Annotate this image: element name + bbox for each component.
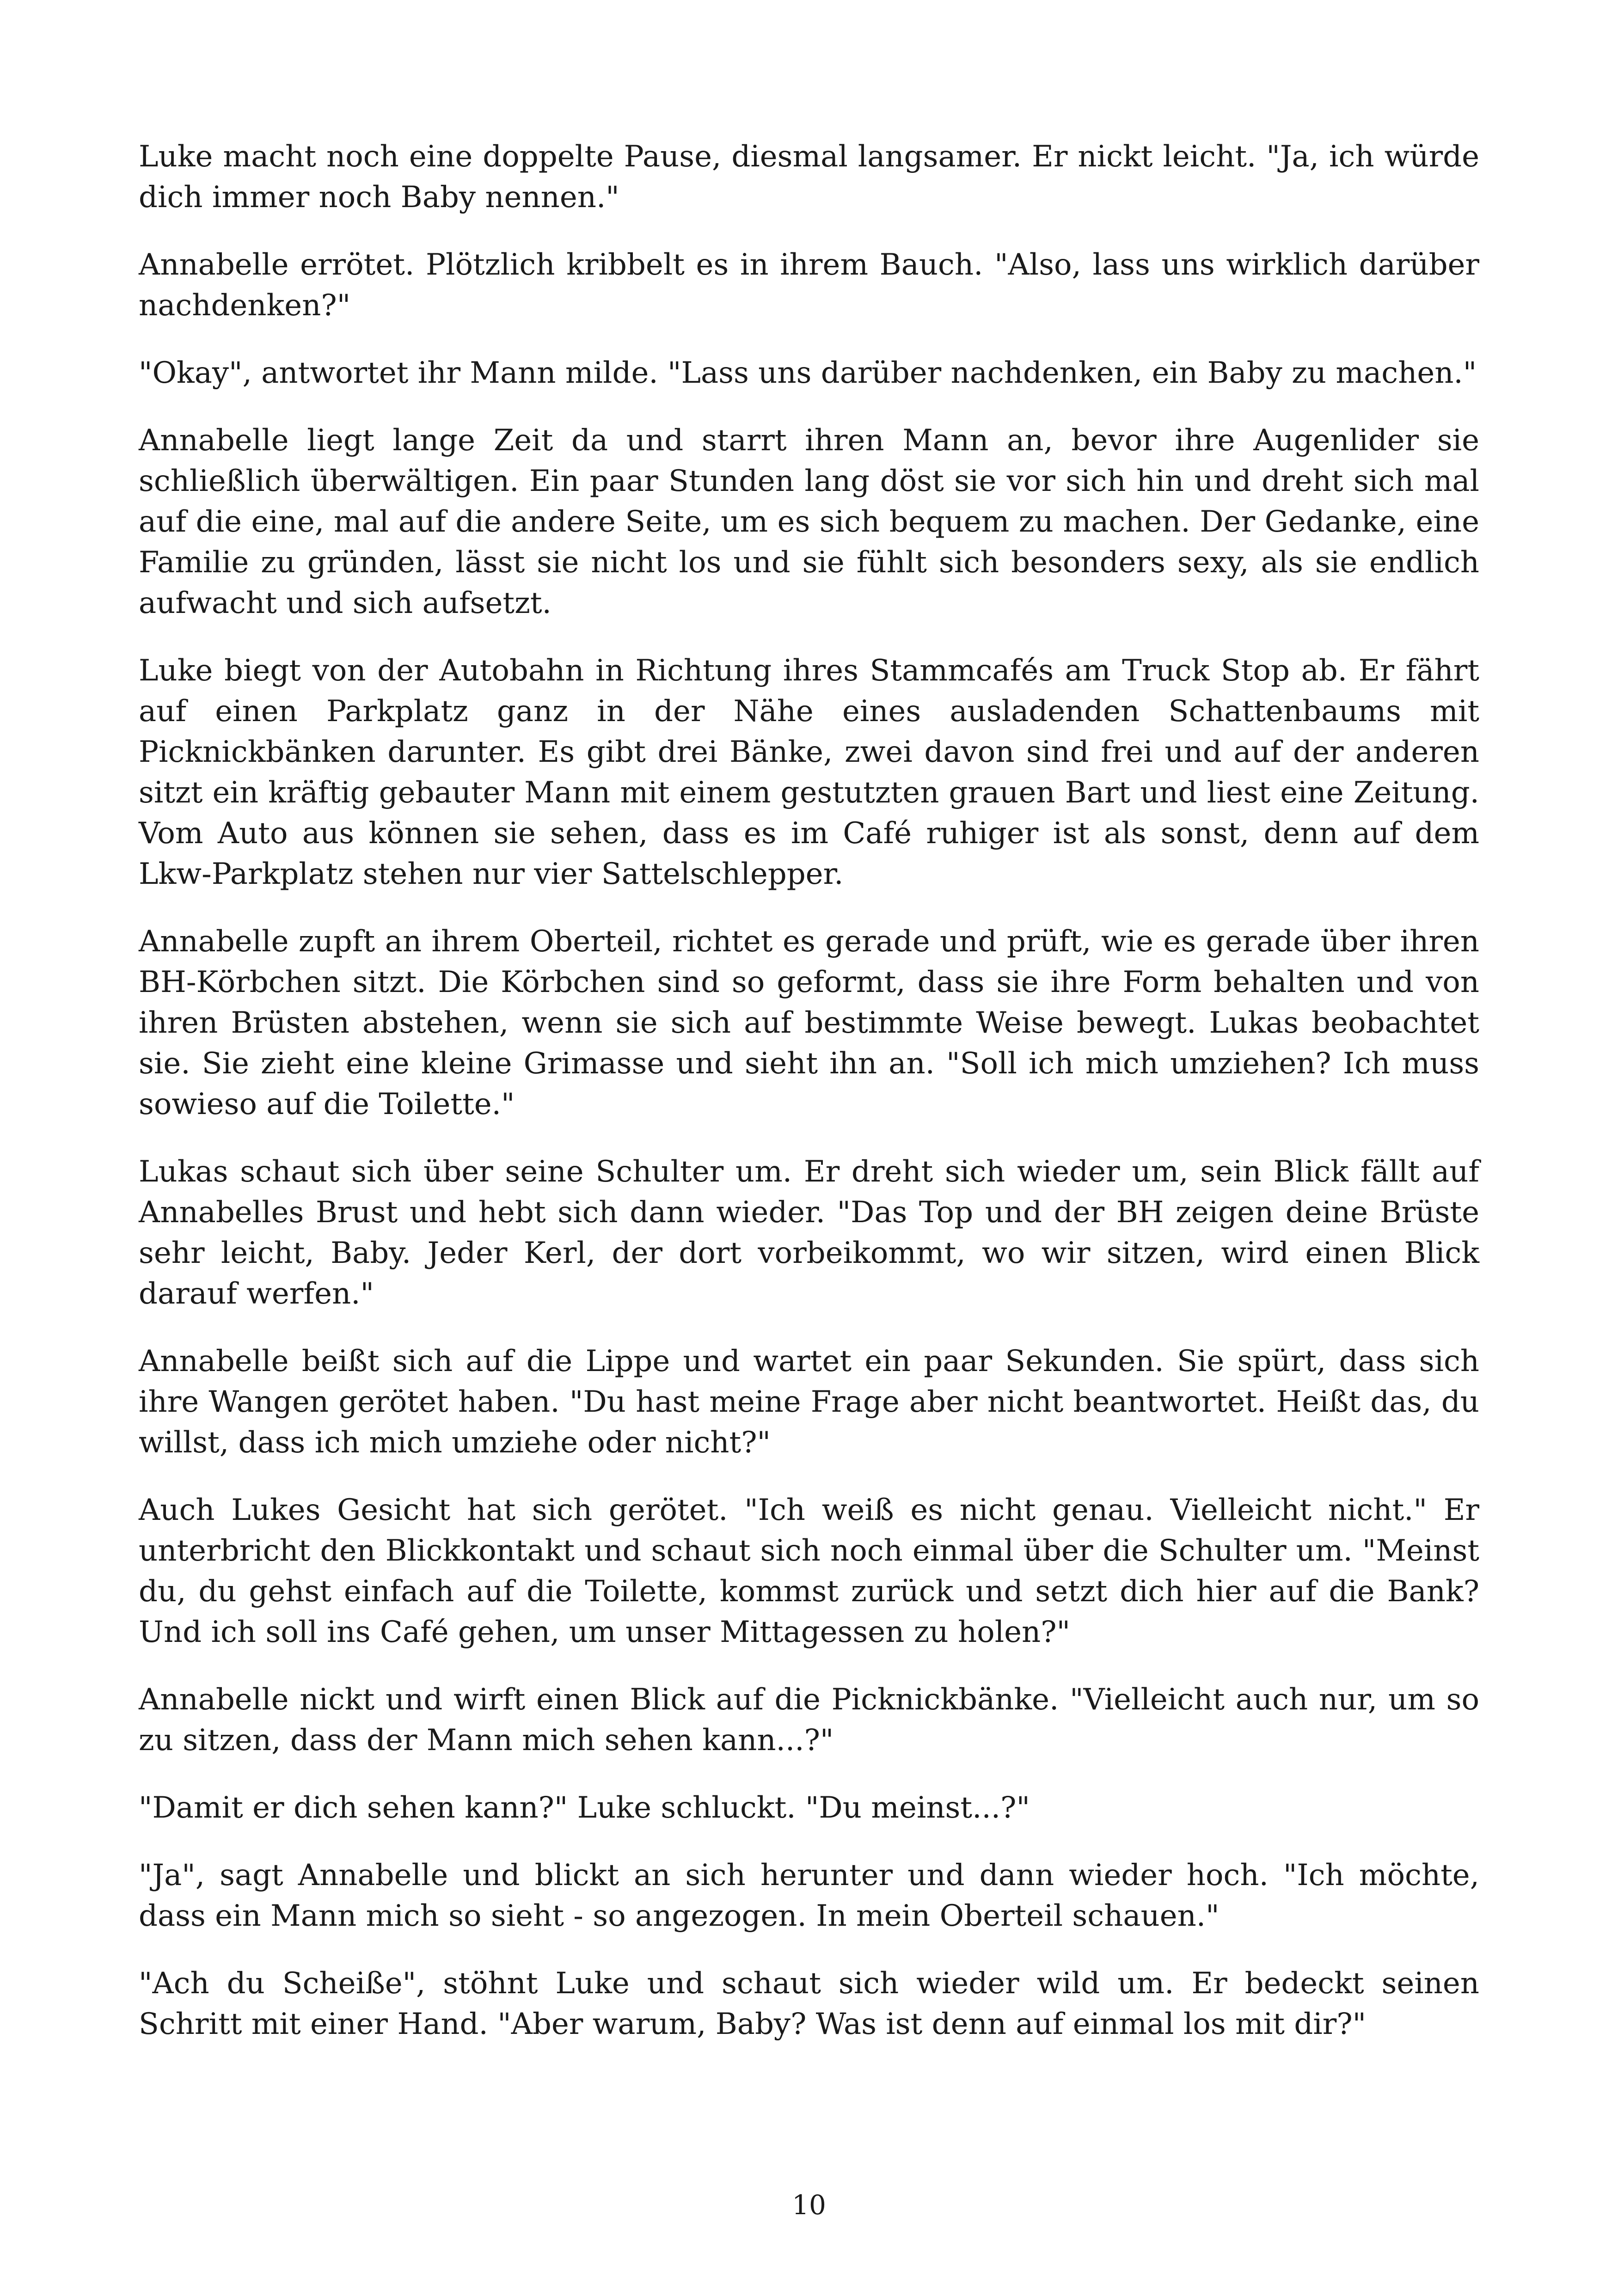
- paragraph: Luke macht noch eine doppelte Pause, diesmal langsamer. Er nickt leicht. "Ja, ich würde dich immer noch Baby nennen.": [139, 140, 1479, 214]
- paragraph: "Okay", antwortet ihr Mann milde. "Lass uns darüber nachdenken, ein Baby zu machen.": [139, 356, 1477, 390]
- paragraph: "Ja", sagt Annabelle und blickt an sich herunter und dann wieder hoch. "Ich möchte, dass ein Mann mich so sieht - so angezogen. In mein Oberteil schauen.": [139, 1858, 1479, 1933]
- paragraph: "Ach du Scheiße", stöhnt Luke und schaut sich wieder wild um. Er bedeckt seinen Schritt mit einer Hand. "Aber warum, Baby? Was ist denn auf einmal los mit dir?": [139, 1966, 1479, 2041]
- paragraph: Annabelle nickt und wirft einen Blick auf die Picknickbänke. "Vielleicht auch nur, um so zu sitzen, dass der Mann mich sehen kann...?": [139, 1683, 1479, 1757]
- paragraph: Luke biegt von der Autobahn in Richtung ihres Stammcafés am Truck Stop ab. Er fährt auf einen Parkplatz ganz in der Nähe eines ausladenden Schattenbaums mit Picknickbänken darunter. Es gibt drei Bänke, zwei davon sind frei und auf der anderen sitzt ein kräftig gebauter Mann mit einem gestutzten grauen Bart und liest eine Zeitung. Vom Auto aus können sie sehen, dass es im Café ruhiger ist als sonst, denn auf dem Lkw-Parkplatz stehen nur vier Sattelschlepper.: [139, 654, 1479, 891]
- page-body: [139, 136, 1479, 2071]
- paragraph: Auch Lukes Gesicht hat sich gerötet. "Ich weiß es nicht genau. Vielleicht nicht." Er unterbricht den Blickkontakt und schaut sich noch einmal über die Schulter um. "Meinst du, du gehst einfach auf die Toilette, kommst zurück und setzt dich hier auf die Bank? Und ich soll ins Café gehen, um unser Mittagessen zu holen?": [139, 1493, 1479, 1649]
- paragraph: "Damit er dich sehen kann?" Luke schluckt. "Du meinst...?": [139, 1791, 1030, 1825]
- paragraph: Annabelle beißt sich auf die Lippe und wartet ein paar Sekunden. Sie spürt, dass sich ihre Wangen gerötet haben. "Du hast meine Frage aber nicht beantwortet. Heißt das, du willst, dass ich mich umziehe oder nicht?": [139, 1344, 1479, 1460]
- page-number: 10: [792, 2189, 826, 2221]
- paragraph: Lukas schaut sich über seine Schulter um. Er dreht sich wieder um, sein Blick fällt auf Annabelles Brust und hebt sich dann wieder. "Das Top und der BH zeigen deine Brüste sehr leicht, Baby. Jeder Kerl, der dort vorbeikommt, wo wir sitzen, wird einen Blick darauf werfen.": [139, 1155, 1479, 1311]
- paragraph: Annabelle errötet. Plötzlich kribbelt es in ihrem Bauch. "Also, lass uns wirklich darüber nachdenken?": [139, 248, 1479, 323]
- paragraph: Annabelle zupft an ihrem Oberteil, richtet es gerade und prüft, wie es gerade über ihren BH-Körbchen sitzt. Die Körbchen sind so geformt, dass sie ihre Form behalten und von ihren Brüsten abstehen, wenn sie sich auf bestimmte Weise bewegt. Lukas beobachtet sie. Sie zieht eine kleine Grimasse und sieht ihn an. "Soll ich mich umziehen? Ich muss sowieso auf die Toilette.": [139, 925, 1479, 1121]
- paragraph: Annabelle liegt lange Zeit da und starrt ihren Mann an, bevor ihre Augenlider sie schließlich überwältigen. Ein paar Stunden lang döst sie vor sich hin und dreht sich mal auf die eine, mal auf die andere Seite, um es sich bequem zu machen. Der Gedanke, eine Familie zu gründen, lässt sie nicht los und sie fühlt sich besonders sexy, als sie endlich aufwacht und sich aufsetzt.: [139, 423, 1479, 620]
